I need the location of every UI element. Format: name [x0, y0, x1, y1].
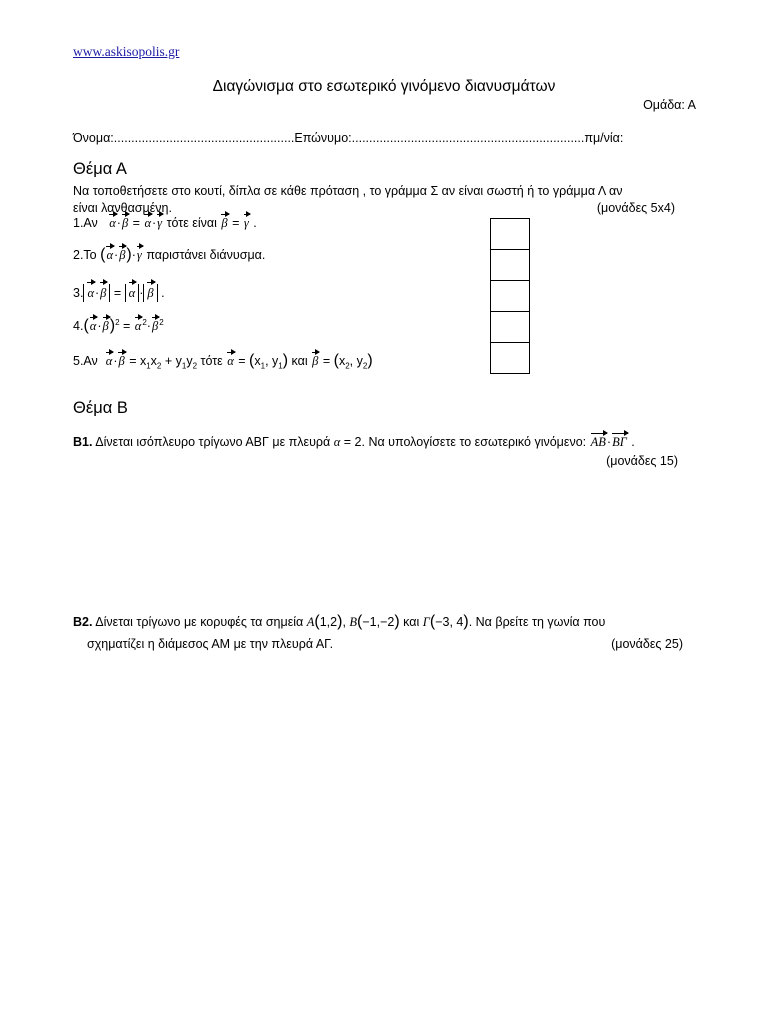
theme-a-heading: Θέμα Α [73, 160, 127, 178]
answer-box-1[interactable] [491, 219, 529, 250]
surname-label: Επώνυμο: [294, 131, 352, 145]
page-title: Διαγώνισμα στο εσωτερικό γινόμενο διανυσμάτων [212, 78, 556, 95]
student-fields [73, 131, 623, 145]
answer-box-5[interactable] [491, 343, 529, 373]
statement-3: 3. α·β = α · β . [73, 286, 165, 300]
statement-1: 1.Αν α·β = α·γ τότε είναι β = γ . [73, 216, 257, 230]
surname-field[interactable]: ................................................................... [351, 131, 585, 145]
theme-a-instructions-2: είναι λανθασμένη. [73, 201, 172, 215]
question-b2: Β2. Δίνεται τρίγωνο με κορυφές τα σημεία Α(1,2), Β(−1,−2) και Γ(−3, 4). Να βρείτε τη γωνία που [73, 613, 606, 630]
theme-a-points: (μονάδες 5x4) [596, 201, 675, 215]
name-field[interactable]: .................................................... [113, 131, 295, 145]
theme-b-heading: Θέμα Β [73, 399, 128, 417]
statement-4: $4.(\alpha\cdot\beta)^2 = \alpha^2\cdot\beta^2$ [73, 317, 164, 334]
question-b2-points: (μονάδες 25) [611, 637, 683, 651]
site-link[interactable]: www.askisopolis.gr [73, 44, 180, 59]
name-label: Όνομα: [73, 131, 114, 145]
theme-a-instructions-1: Να τοποθετήσετε στο κουτί, δίπλα σε κάθε πρόταση , το γράμμα Σ αν είναι σωστή ή το γράμμα Λ αν [73, 184, 623, 198]
date-label: πμ/νία: [584, 131, 624, 145]
answer-box-4[interactable] [491, 312, 529, 343]
question-b2-line2: σχηματίζει η διάμεσος ΑΜ με την πλευρά ΑΓ. [87, 637, 334, 651]
answer-box-3[interactable] [491, 281, 529, 312]
statement-2: 2.Το (α·β)·γ παριστάνει διάνυσμα. [73, 246, 266, 263]
answer-boxes [490, 218, 530, 374]
statement-5: 5.Αν $\alpha\cdot\beta = x_1x_2 + y_1y_2$ τότε $\alpha = (x_1$, $y_1$) και $\beta = (x_2$, $y_2$) [73, 352, 373, 371]
answer-box-2[interactable] [491, 250, 529, 281]
question-b1: Β1. Δίνεται ισόπλευρο τρίγωνο ΑΒΓ με πλευρά α = 2. Να υπολογίσετε το εσωτερικό γινόμενο: ΑΒ·ΒΓ . [73, 435, 635, 449]
group-label: Ομάδα: Α [643, 98, 696, 112]
question-b1-points: (μονάδες 15) [606, 454, 678, 468]
